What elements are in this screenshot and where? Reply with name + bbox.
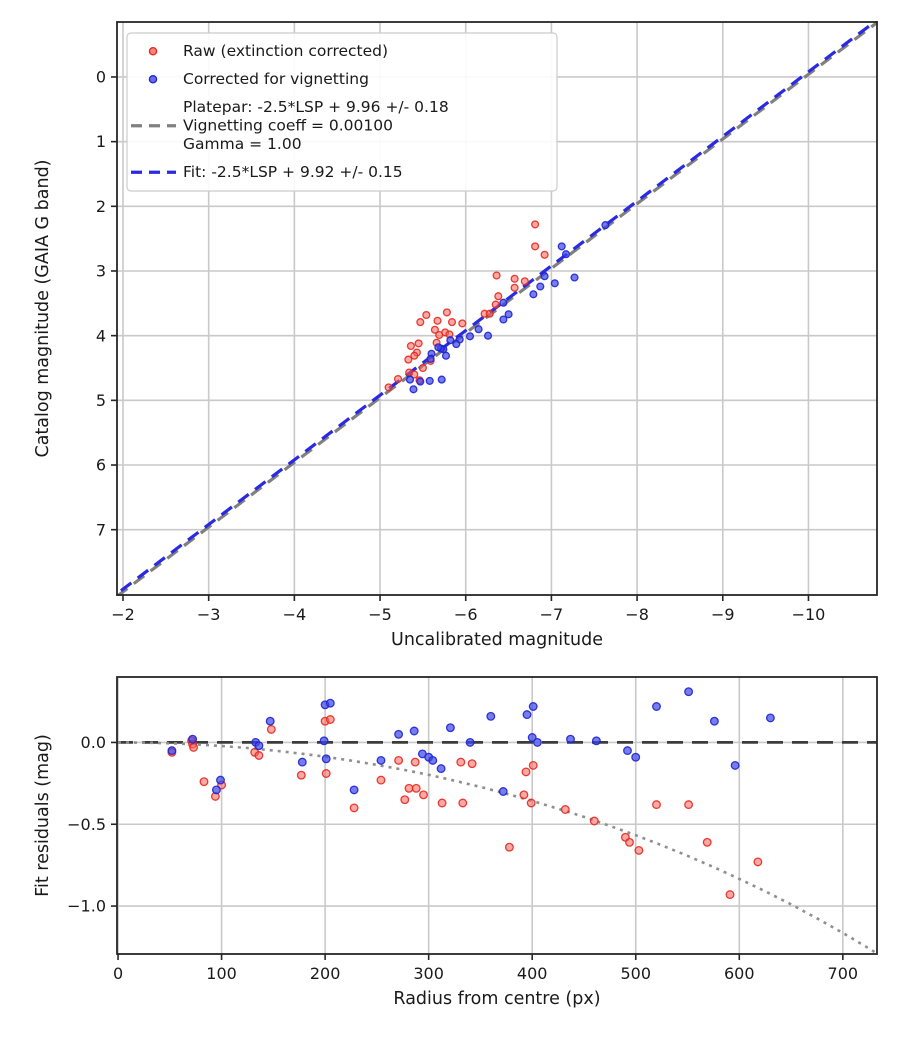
data-point [350, 804, 358, 812]
data-point [447, 724, 455, 732]
data-point [401, 796, 409, 804]
data-point [563, 251, 570, 258]
legend-label: Gamma = 1.00 [183, 135, 302, 153]
x-tick-label: −3 [196, 605, 221, 624]
y-tick-label: −1.0 [67, 896, 106, 916]
y-tick-label: 6 [95, 455, 106, 475]
data-point [377, 757, 385, 765]
data-point [385, 384, 392, 391]
legend-marker-blue [149, 76, 156, 83]
y-tick-label: −0.5 [67, 814, 106, 834]
y-tick-label: 5 [95, 390, 106, 410]
data-point [527, 799, 535, 807]
data-point [532, 221, 539, 228]
data-point [410, 386, 417, 393]
y-tick-label: 1 [95, 132, 106, 152]
data-point [395, 757, 403, 765]
x-tick-label: −2 [111, 605, 135, 624]
data-point [529, 703, 537, 711]
data-point [298, 771, 306, 779]
data-point [266, 717, 274, 725]
data-point [438, 376, 445, 383]
data-point [423, 312, 430, 319]
data-point [407, 376, 414, 383]
legend-label: Raw (extinction corrected) [183, 42, 389, 60]
data-point [562, 806, 570, 814]
data-point [426, 378, 433, 385]
data-point [541, 251, 548, 258]
x-tick-label: 500 [620, 964, 652, 983]
legend-label: Corrected for vignetting [183, 70, 369, 88]
data-point [427, 356, 434, 363]
y-tick-label: 4 [95, 326, 106, 346]
data-point [434, 317, 441, 324]
data-point [593, 737, 601, 745]
x-tick-label: −10 [791, 605, 826, 624]
data-point [322, 755, 330, 763]
data-point [405, 785, 413, 793]
data-point [255, 742, 263, 750]
data-point [429, 757, 437, 765]
y-tick-label: 0 [95, 67, 106, 87]
x-axis-label: Uncalibrated magnitude [391, 630, 603, 650]
data-point [449, 319, 456, 326]
data-point [322, 770, 330, 778]
data-point [412, 785, 420, 793]
data-point [541, 273, 548, 280]
data-point [529, 762, 537, 770]
data-point [521, 278, 528, 285]
data-point [420, 791, 428, 799]
data-point [558, 243, 565, 250]
data-point [626, 839, 634, 847]
data-point [486, 310, 493, 317]
data-point [767, 714, 775, 722]
data-point [475, 326, 482, 333]
data-point [459, 320, 466, 327]
x-axis-label: Radius from centre (px) [393, 989, 601, 1009]
data-point [511, 275, 518, 282]
data-point [467, 333, 474, 340]
x-tick-label: 0 [112, 964, 124, 983]
data-point [447, 337, 454, 344]
data-point [602, 222, 609, 229]
data-point [168, 747, 176, 755]
x-tick-label: −4 [282, 605, 307, 624]
data-point [711, 717, 719, 725]
data-point [532, 243, 539, 250]
y-tick-label: 3 [95, 261, 106, 281]
x-tick-label: 600 [724, 964, 755, 983]
data-point [190, 744, 198, 752]
data-point [395, 731, 403, 739]
data-point [653, 801, 661, 809]
data-point [468, 760, 476, 768]
data-point [703, 839, 711, 847]
data-point [415, 340, 422, 347]
data-point [327, 699, 335, 707]
data-point [417, 378, 424, 385]
data-point [327, 716, 335, 724]
data-point [522, 768, 530, 776]
data-point [537, 283, 544, 290]
data-point [653, 703, 661, 711]
data-point [213, 786, 221, 794]
data-point [320, 737, 328, 745]
data-point [217, 776, 225, 784]
data-point [189, 735, 197, 743]
data-point [493, 272, 500, 279]
data-point [726, 891, 734, 899]
data-point [466, 739, 474, 747]
data-point [411, 758, 419, 766]
x-tick-label: −9 [710, 605, 735, 624]
y-tick-label: 7 [95, 520, 106, 540]
x-tick-label: 700 [827, 964, 859, 983]
legend-label: Fit: -2.5*LSP + 9.92 +/- 0.15 [183, 163, 403, 181]
data-point [511, 284, 518, 291]
data-point [632, 753, 640, 761]
data-point [754, 858, 762, 866]
data-point [534, 739, 542, 747]
data-point [500, 316, 507, 323]
data-point [432, 326, 439, 333]
x-tick-label: −5 [368, 605, 392, 624]
legend [127, 33, 557, 191]
y-axis-label: Fit residuals (mag) [33, 734, 53, 897]
x-tick-label: −6 [453, 605, 478, 624]
legend-label: Platepar: -2.5*LSP + 9.96 +/- 0.18 [183, 98, 449, 116]
x-tick-label: 200 [309, 964, 341, 983]
data-point [500, 299, 507, 306]
data-point [492, 301, 499, 308]
legend-marker-red [149, 48, 156, 55]
data-point [487, 713, 495, 721]
x-tick-label: 300 [413, 964, 444, 983]
data-point [410, 727, 418, 735]
data-point [408, 343, 415, 350]
data-point [499, 788, 507, 796]
data-point [495, 293, 502, 300]
data-point [417, 319, 424, 326]
y-tick-label: 0.0 [80, 733, 106, 753]
data-point [571, 274, 578, 281]
data-point [685, 688, 693, 696]
data-point [567, 735, 575, 743]
x-tick-label: 400 [516, 964, 548, 983]
data-point [200, 778, 208, 786]
data-point [551, 280, 558, 287]
data-point [438, 799, 446, 807]
data-point [520, 791, 528, 799]
data-point [437, 765, 445, 773]
data-point [591, 817, 599, 825]
legend-label: Vignetting coeff = 0.00100 [183, 116, 393, 135]
data-point [435, 344, 442, 351]
x-tick-label: −7 [539, 605, 564, 624]
data-point [377, 776, 385, 784]
data-point [420, 365, 427, 372]
x-tick-label: 100 [206, 964, 237, 983]
data-point [255, 752, 263, 760]
data-point [523, 711, 531, 719]
data-point [624, 747, 632, 755]
data-point [444, 309, 451, 316]
data-point [350, 786, 358, 794]
y-axis-label: Catalog magnitude (GAIA G band) [33, 159, 53, 458]
data-point [530, 291, 537, 298]
x-tick-label: −8 [625, 605, 649, 624]
data-point [485, 332, 492, 339]
data-point [443, 352, 450, 359]
data-point [268, 726, 276, 734]
data-point [395, 376, 402, 383]
y-tick-label: 2 [95, 196, 106, 216]
data-point [457, 758, 465, 766]
data-point [685, 801, 693, 809]
data-point [731, 762, 739, 770]
data-point [299, 758, 307, 766]
data-point [405, 356, 412, 363]
data-point [459, 799, 467, 807]
data-point [506, 843, 514, 851]
data-point [635, 847, 643, 855]
